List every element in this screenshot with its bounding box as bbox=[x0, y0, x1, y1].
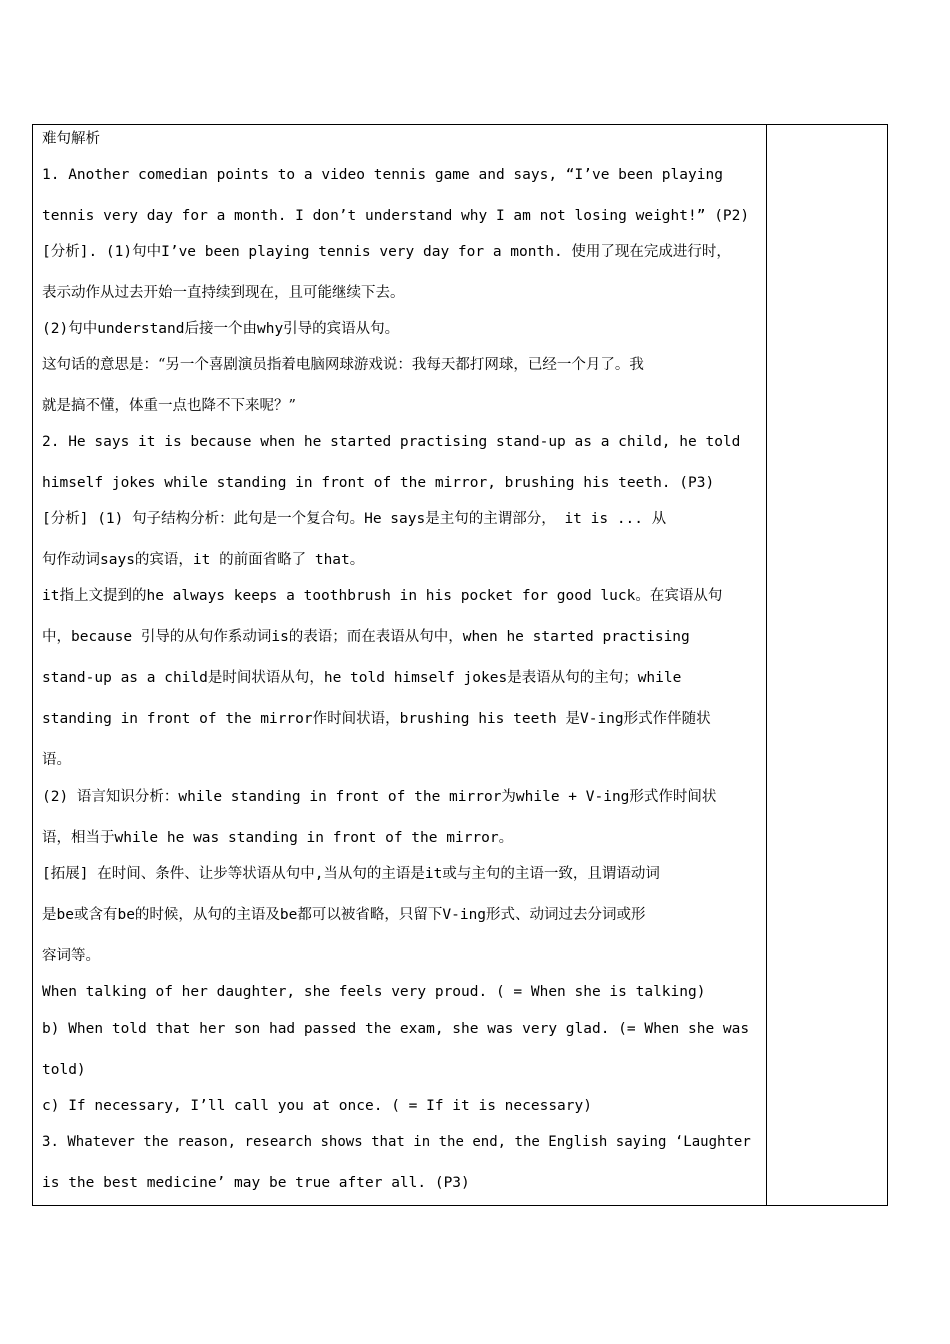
text-line: it指上文提到的he always keeps a toothbrush in his pocket for good luck。在宾语从句 bbox=[42, 588, 723, 604]
text-line: 2. He says it is because when he started practising stand-up as a child, he told bbox=[42, 434, 741, 450]
text-line: 句作动词says的宾语，it 的前面省略了 that。 bbox=[42, 552, 365, 568]
text-line: 容词等。 bbox=[42, 948, 100, 964]
text-line: 表示动作从过去开始一直持续到现在，且可能继续下去。 bbox=[42, 285, 405, 301]
text-line: told) bbox=[42, 1062, 86, 1078]
text-line: When talking of her daughter, she feels very proud. ( = When she is talking) bbox=[42, 984, 706, 1000]
text-line: b) When told that her son had passed the exam, she was very glad. (= When she was bbox=[42, 1021, 750, 1037]
table-frame bbox=[32, 124, 888, 1206]
text-line: standing in front of the mirror作时间状语，brushing his teeth 是V-ing形式作伴随状 bbox=[42, 711, 711, 727]
text-line: [分析]. (1)句中I’ve been playing tennis very day for a month. 使用了现在完成进行时， bbox=[42, 244, 731, 260]
text-line: [分析] (1) 句子结构分析：此句是一个复合句。He says是主句的主谓部分， it is ... 从 bbox=[42, 511, 667, 527]
text-line: (2)句中understand后接一个由why引导的宾语从句。 bbox=[42, 321, 400, 337]
text-line: 语。 bbox=[42, 752, 71, 768]
text-line: c) If necessary, I’ll call you at once. ( = If it is necessary) bbox=[42, 1098, 592, 1114]
section-title: 难句解析 bbox=[42, 131, 100, 147]
text-line: tennis very day for a month. I don’t understand why I am not losing weight!” (P2) bbox=[42, 208, 750, 224]
text-line: (2) 语言知识分析：while standing in front of the mirror为while + V-ing形式作时间状 bbox=[42, 789, 717, 805]
text-line: 1. Another comedian points to a video tennis game and says, “I’ve been playing bbox=[42, 167, 723, 183]
text-line: is the best medicine’ may be true after all. (P3) bbox=[42, 1175, 470, 1191]
text-line: himself jokes while standing in front of the mirror, brushing his teeth. (P3) bbox=[42, 475, 715, 491]
text-line: [拓展] 在时间、条件、让步等状语从句中,当从句的主语是it或与主句的主语一致，且谓语动词 bbox=[42, 866, 660, 882]
text-line: 3. Whatever the reason, research shows that in the end, the English saying ‘Laughter bbox=[42, 1134, 751, 1150]
text-line: 是be或含有be的时候，从句的主语及be都可以被省略，只留下V-ing形式、动词过去分词或形 bbox=[42, 907, 646, 923]
column-divider bbox=[766, 125, 767, 1205]
text-line: 中，because 引导的从句作系动词is的表语；而在表语从句中，when he started practising bbox=[42, 629, 690, 645]
text-line: 语，相当于while he was standing in front of the mirror。 bbox=[42, 830, 514, 846]
text-line: 就是搞不懂，体重一点也降不下来呢？” bbox=[42, 398, 296, 414]
text-line: stand-up as a child是时间状语从句，he told himself jokes是表语从句的主句；while bbox=[42, 670, 682, 686]
text-line: 这句话的意思是：“另一个喜剧演员指着电脑网球游戏说：我每天都打网球，已经一个月了。我 bbox=[42, 357, 644, 373]
